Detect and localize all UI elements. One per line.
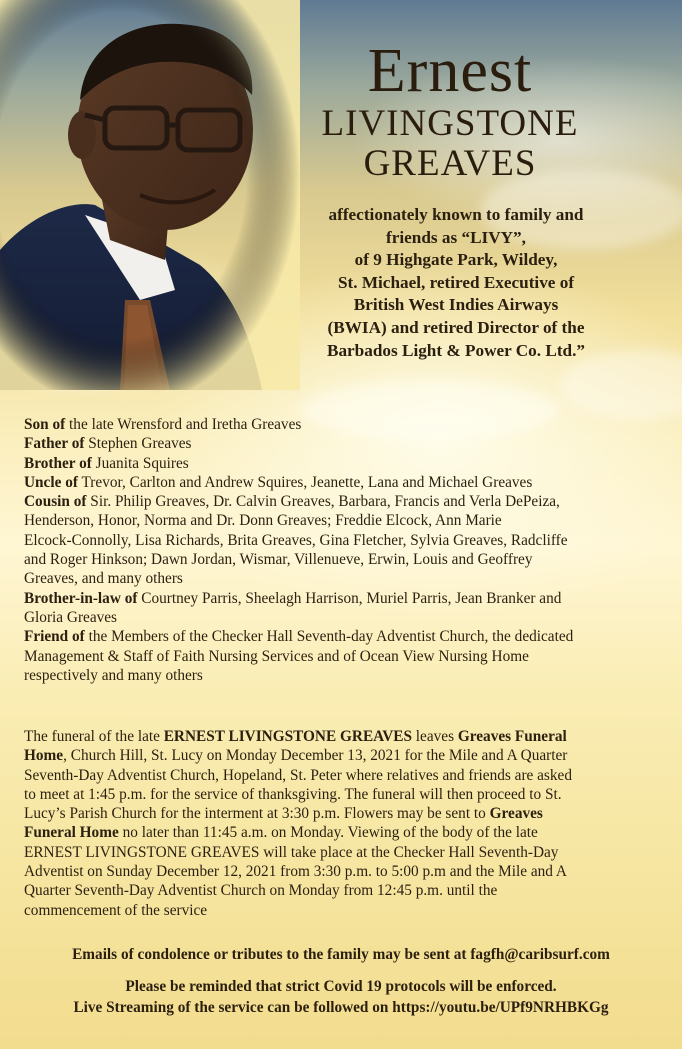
relation-line — [24, 627, 664, 646]
relation-text: the late Wrensford and Iretha Greaves — [65, 416, 302, 433]
funeral-text: , Church Hill, St. Lucy on Monday December 13, 2021 for the Mile and A Quarter — [63, 747, 568, 765]
relation-line — [24, 492, 664, 511]
funeral-line — [24, 804, 664, 823]
funeral-emphasis: Greaves — [489, 805, 543, 823]
relation-line — [24, 550, 664, 569]
tagline-line: (BWIA) and retired Director of the — [327, 317, 585, 337]
relation-label: Brother-in-law of — [24, 589, 138, 607]
closing-notes — [0, 977, 682, 1018]
funeral-line — [24, 746, 664, 765]
relation-text: Juanita Squires — [91, 454, 189, 472]
funeral-line — [24, 766, 664, 785]
tagline-line: of 9 Highgate Park, Wildey, — [354, 250, 558, 270]
tagline-line: St. Michael, retired Executive of — [337, 272, 575, 292]
funeral-text: Lucy’s Parish Church for the interment at 3:30 p.m. Flowers may be sent to — [24, 805, 490, 823]
relation-text: Greaves, and many others — [24, 570, 183, 588]
relation-line — [24, 511, 664, 530]
funeral-emphasis: ERNEST LIVINGSTONE GREAVES — [163, 728, 412, 745]
tagline — [300, 204, 612, 362]
funeral-text: ERNEST LIVINGSTONE GREAVES will take place at the Checker Hall Seventh-Day — [24, 843, 559, 861]
relation-text: Elcock-Connolly, Lisa Richards, Brita Greaves, Gina Fletcher, Sylvia Greaves, Radcliffe — [24, 531, 568, 549]
relation-line — [24, 531, 664, 550]
relation-line — [24, 454, 664, 473]
deceased-name — [300, 38, 600, 184]
tagline-line: British West Indies Airways — [353, 295, 559, 315]
funeral-text: Quarter Seventh-Day Adventist Church on Monday from 12:45 p.m. until the — [24, 882, 498, 900]
relation-label: Son of — [24, 416, 66, 433]
funeral-text: The funeral of the late — [24, 728, 164, 745]
relation-text: the Members of the Checker Hall Seventh-day Adventist Church, the dedicated — [84, 628, 574, 646]
relation-line — [24, 666, 664, 685]
funeral-text: Seventh-Day Adventist Church, Hopeland, St. Peter where relatives and friends are asked — [24, 766, 572, 784]
relation-label: Friend of — [24, 628, 85, 646]
streaming-note: Live Streaming of the service can be followed on https://youtu.be/UPf9NRHBKGg — [73, 998, 609, 1016]
relation-text: Sir. Philip Greaves, Dr. Calvin Greaves, Barbara, Francis and Verla DePeiza, — [86, 493, 560, 511]
relation-text: and Roger Hinkson; Dawn Jordan, Wismar, Villenueve, Erwin, Louis and Geoffrey — [24, 551, 533, 569]
relation-label: Brother of — [24, 454, 92, 472]
funeral-emphasis: Funeral Home — [24, 824, 119, 842]
middle-name: LIVINGSTONE — [321, 103, 579, 144]
relation-label: Father of — [24, 435, 85, 453]
covid-note: Please be reminded that strict Covid 19 protocols will be enforced. — [125, 978, 557, 995]
relation-label: Uncle of — [24, 473, 78, 491]
tagline-line: affectionately known to family and — [328, 205, 584, 224]
relation-line — [24, 589, 664, 608]
relation-text: Management & Staff of Faith Nursing Services and of Ocean View Nursing Home — [24, 647, 529, 665]
condolence-email-note: Emails of condolence or tributes to the family may be sent at fagfh@caribsurf.com — [72, 946, 610, 963]
first-name: Ernest — [367, 37, 533, 105]
funeral-emphasis: Greaves Funeral — [457, 728, 567, 745]
relation-line — [24, 415, 664, 434]
funeral-text: leaves — [411, 728, 458, 745]
funeral-line — [24, 843, 664, 862]
relation-text: respectively and many others — [24, 666, 203, 684]
funeral-line — [24, 881, 664, 900]
funeral-arrangements — [24, 727, 664, 920]
tagline-line: friends as “LIVY”, — [386, 227, 526, 247]
relation-text: Henderson, Honor, Norma and Dr. Donn Greaves; Freddie Elcock, Ann Marie — [24, 512, 502, 530]
last-name: GREAVES — [363, 143, 537, 184]
funeral-text: no later than 11:45 a.m. on Monday. Viewing of the body of the late — [118, 824, 538, 842]
funeral-line — [24, 823, 664, 842]
funeral-line — [24, 862, 664, 881]
relation-label: Cousin of — [24, 493, 87, 511]
funeral-text: Adventist on Sunday December 12, 2021 from 3:30 p.m. to 5:00 p.m and the Mile and A — [24, 863, 567, 881]
relation-line — [24, 647, 664, 666]
funeral-line — [24, 901, 664, 920]
family-relations — [24, 415, 664, 685]
funeral-emphasis: Home — [24, 747, 64, 765]
portrait-photo — [0, 0, 300, 390]
relation-line — [24, 608, 664, 627]
relation-text: Trevor, Carlton and Andrew Squires, Jeanette, Lana and Michael Greaves — [77, 473, 533, 491]
tagline-line: Barbados Light & Power Co. Ltd.” — [327, 340, 585, 360]
relation-line — [24, 434, 664, 453]
relation-text: Gloria Greaves — [24, 608, 118, 626]
relation-line — [24, 473, 664, 492]
relation-text: Courtney Parris, Sheelagh Harrison, Muriel Parris, Jean Branker and — [137, 589, 562, 607]
funeral-line — [24, 727, 664, 746]
relation-text: Stephen Greaves — [84, 435, 192, 453]
funeral-line — [24, 785, 664, 804]
relation-line — [24, 569, 664, 588]
funeral-text: commencement of the service — [24, 901, 208, 919]
funeral-text: to meet at 1:45 p.m. for the service of thanksgiving. The funeral will then proceed to St. — [24, 785, 562, 803]
